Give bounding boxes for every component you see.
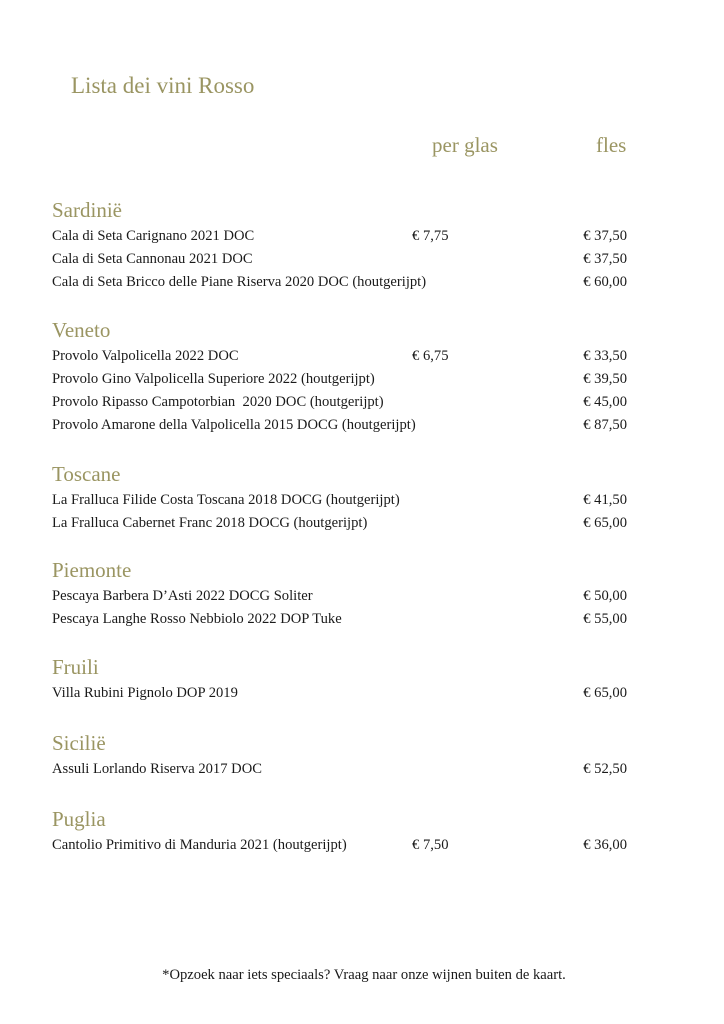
bottle-price: € 37,50 [583, 251, 627, 267]
section-title: Veneto [52, 318, 111, 342]
section-title: Toscane [52, 462, 121, 486]
wine-row [51, 345, 631, 368]
wine-name: Provolo Amarone della Valpolicella 2015 DOCG (houtgerijpt) [52, 417, 416, 433]
wine-name: Pescaya Langhe Rosso Nebbiolo 2022 DOP Tuke [52, 611, 342, 627]
glass-price: € 7,75 [412, 228, 449, 244]
wine-section [51, 318, 631, 437]
wine-row [51, 585, 631, 608]
bottle-price: € 52,50 [583, 761, 627, 777]
wine-row [51, 248, 631, 271]
wine-row [51, 682, 631, 705]
wine-section [51, 807, 631, 857]
bottle-price: € 65,00 [583, 685, 627, 701]
bottle-price: € 60,00 [583, 274, 627, 290]
wine-name: Provolo Ripasso Campotorbian 2020 DOC (houtgerijpt) [52, 394, 384, 410]
wine-row [51, 489, 631, 512]
bottle-price: € 87,50 [583, 417, 627, 433]
bottle-price: € 45,00 [583, 394, 627, 410]
bottle-price: € 41,50 [583, 492, 627, 508]
wine-row [51, 225, 631, 248]
wine-section [51, 731, 631, 781]
wine-row [51, 834, 631, 857]
column-header-glass: per glas [432, 133, 498, 157]
wine-name: Pescaya Barbera D’Asti 2022 DOCG Soliter [52, 588, 313, 604]
wine-name: Provolo Valpolicella 2022 DOC [52, 348, 239, 364]
wine-row [51, 758, 631, 781]
wine-name: La Fralluca Filide Costa Toscana 2018 DOCG (houtgerijpt) [52, 492, 400, 508]
section-title: Sicilië [52, 731, 106, 755]
wine-name: La Fralluca Cabernet Franc 2018 DOCG (houtgerijpt) [52, 515, 368, 531]
bottle-price: € 37,50 [583, 228, 627, 244]
page-title: Lista dei vini Rosso [71, 73, 255, 98]
wine-section [51, 558, 631, 631]
bottle-price: € 50,00 [583, 588, 627, 604]
wine-row [51, 512, 631, 535]
wine-row [51, 391, 631, 414]
section-title: Fruili [52, 655, 99, 679]
wine-name: Provolo Gino Valpolicella Superiore 2022 (houtgerijpt) [52, 371, 375, 387]
wine-row [51, 368, 631, 391]
wine-section [51, 198, 631, 294]
footer-note: *Opzoek naar iets speciaals? Vraag naar onze wijnen buiten de kaart. [162, 967, 566, 983]
bottle-price: € 33,50 [583, 348, 627, 364]
wine-row [51, 414, 631, 437]
bottle-price: € 39,50 [583, 371, 627, 387]
bottle-price: € 65,00 [583, 515, 627, 531]
wine-name: Villa Rubini Pignolo DOP 2019 [52, 685, 238, 701]
section-title: Puglia [52, 807, 106, 831]
glass-price: € 6,75 [412, 348, 449, 364]
bottle-price: € 55,00 [583, 611, 627, 627]
wine-section [51, 462, 631, 535]
section-title: Piemonte [52, 558, 132, 582]
column-header-bottle: fles [596, 133, 627, 157]
wine-name: Cala di Seta Cannonau 2021 DOC [52, 251, 253, 267]
wine-row [51, 271, 631, 294]
wine-name: Assuli Lorlando Riserva 2017 DOC [52, 761, 262, 777]
wine-row [51, 608, 631, 631]
wine-section [51, 655, 631, 705]
glass-price: € 7,50 [412, 837, 449, 853]
bottle-price: € 36,00 [583, 837, 627, 853]
section-title: Sardinië [52, 198, 122, 222]
wine-name: Cala di Seta Bricco delle Piane Riserva 2020 DOC (houtgerijpt) [52, 274, 427, 290]
wine-name: Cala di Seta Carignano 2021 DOC [52, 228, 255, 244]
wine-name: Cantolio Primitivo di Manduria 2021 (houtgerijpt) [52, 837, 347, 853]
